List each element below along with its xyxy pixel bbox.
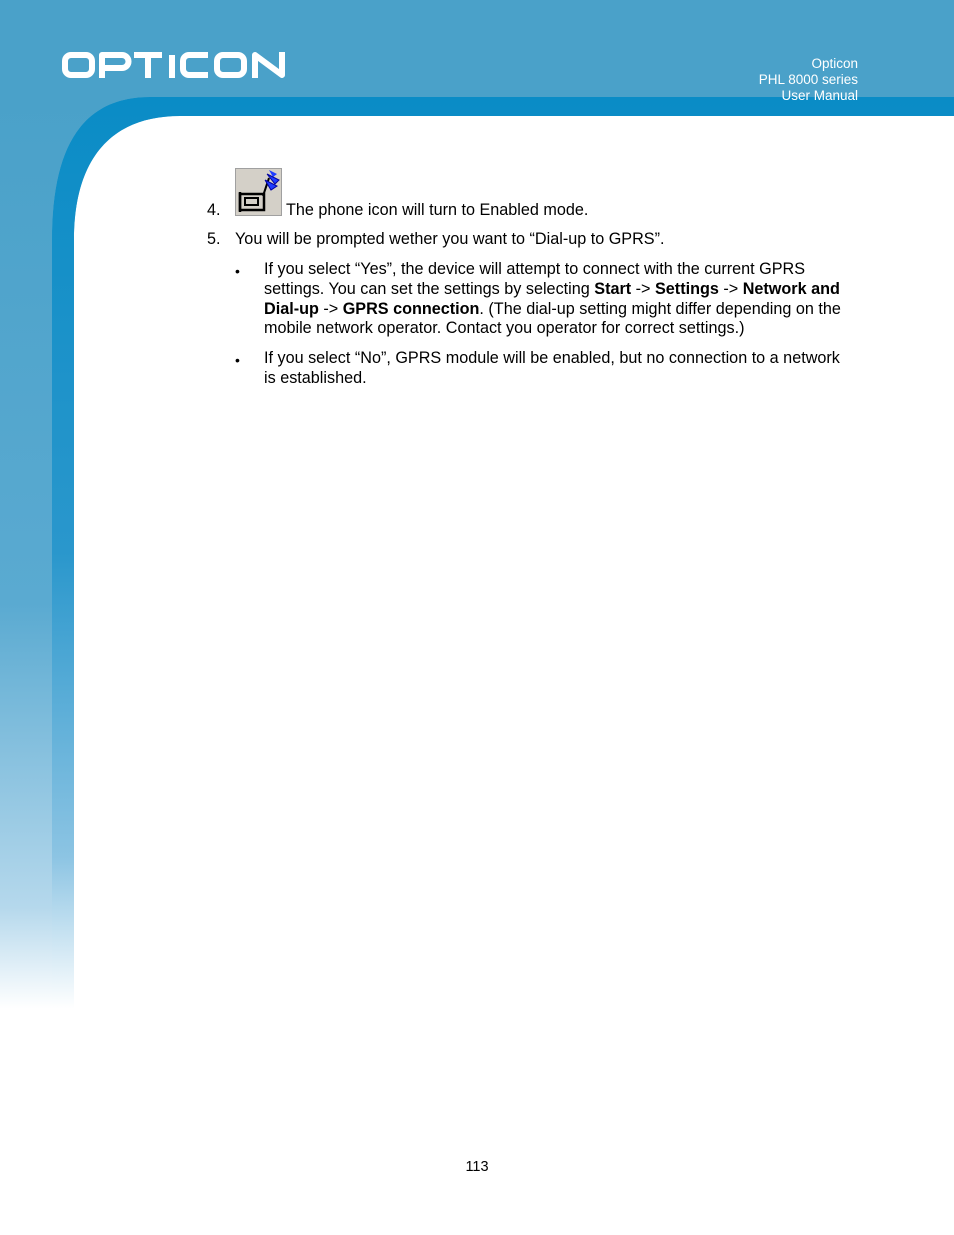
step-4-text: The phone icon will turn to Enabled mode. [286,201,589,219]
arrow-separator: -> [631,279,655,298]
bullet-yes-text [264,260,864,339]
menu-path-network: Network and Dial-up [264,279,840,318]
header-document: User Manual [781,88,858,103]
menu-path-settings: Settings [655,279,719,298]
header-product: PHL 8000 series [758,72,858,87]
menu-path-gprs: GPRS connection [342,299,480,318]
phone-enabled-icon [235,168,282,216]
bullet-symbol: • [235,263,240,279]
bullet-text: . (The dial-up setting might differ depending on the mobile network operator. Contact you operator for correct settings.) [264,299,841,338]
menu-path-start: Start [594,279,632,298]
page-number: 113 [465,1159,489,1175]
opticon-logo [62,50,294,80]
arrow-separator: -> [318,299,343,318]
bullet-text: If you select “Yes”, the device will attempt to connect with the current GPRS settings. You can set the settings by selecting [264,260,806,298]
bullet-text: If you select “No”, GPRS module will be enabled, but no connection to a network is established. [264,349,840,387]
bullet-symbol: • [235,352,240,368]
header-company: Opticon [811,56,858,71]
side-strip [0,97,150,1110]
bullet-no-text [264,349,844,389]
arrow-separator: -> [718,279,743,298]
step-number: 5. [207,230,221,248]
header-info [759,56,858,104]
step-number: 4. [207,201,221,219]
step-5-text: You will be prompted wether you want to “Dial-up to GPRS”. [235,230,665,248]
